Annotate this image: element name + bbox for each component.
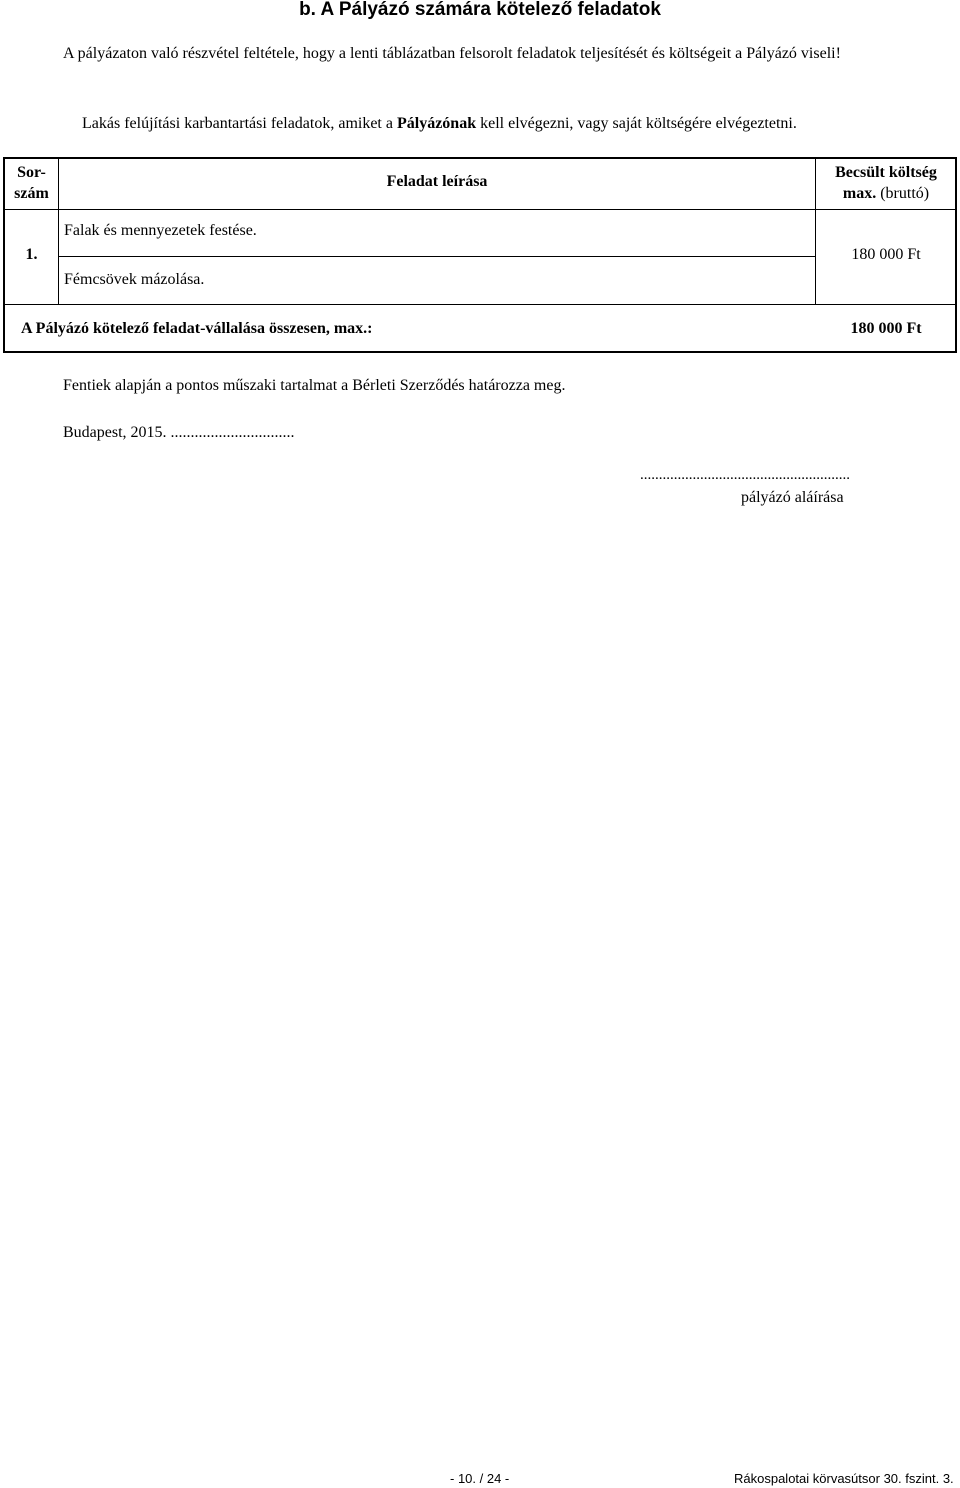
subtitle-suffix: kell elvégezni, vagy saját költségére elvégeztetni. <box>476 115 797 132</box>
page-number: - 10. / 24 - <box>450 1471 510 1486</box>
intro-text: A pályázaton való részvétel feltétele, hogy a lenti táblázatban felsorolt feladatok teljesítését és költségeit a Pályázó viseli! <box>63 45 841 62</box>
total-value: 180 000 Ft <box>850 320 922 337</box>
contract-note: Fentiek alapján a pontos műszaki tartalmat a Bérleti Szerződés határozza meg. <box>63 377 566 394</box>
task-item-1: Falak és mennyezetek festése. <box>64 222 257 239</box>
header-estimated-cost <box>816 162 956 204</box>
row-cost: 180 000 Ft <box>851 246 921 263</box>
subtitle-text <box>82 115 797 133</box>
header-sorszam <box>5 162 58 204</box>
total-label: A Pályázó kötelező feladat-vállalása összesen, max.: <box>21 320 373 337</box>
grid-line <box>5 209 955 210</box>
grid-line <box>59 256 815 257</box>
header-sorszam-line1: Sor- <box>17 164 46 181</box>
tasks-table <box>3 157 957 353</box>
subtitle-prefix: Lakás felújítási karbantartási feladatok, amiket a <box>82 115 397 132</box>
footer-address: Rákospalotai körvasútsor 30. fszint. 3. <box>734 1471 954 1486</box>
section-heading: b. A Pályázó számára kötelező feladatok <box>299 0 661 20</box>
grid-line <box>5 304 955 305</box>
header-sorszam-line2: szám <box>14 185 49 202</box>
header-cost-gross: (bruttó) <box>876 185 930 202</box>
header-cost-line1: Becsült költség <box>835 164 937 181</box>
header-cost-max: max. <box>842 185 877 202</box>
row-number: 1. <box>25 246 38 263</box>
signature-label: pályázó aláírása <box>741 489 844 506</box>
date-line: Budapest, 2015. ............................... <box>63 424 295 441</box>
signature-line: ........................................................ <box>640 467 850 483</box>
header-task-description: Feladat leírása <box>386 173 488 190</box>
subtitle-bold: Pályázónak <box>396 115 477 132</box>
task-item-2: Fémcsövek mázolása. <box>64 271 205 288</box>
